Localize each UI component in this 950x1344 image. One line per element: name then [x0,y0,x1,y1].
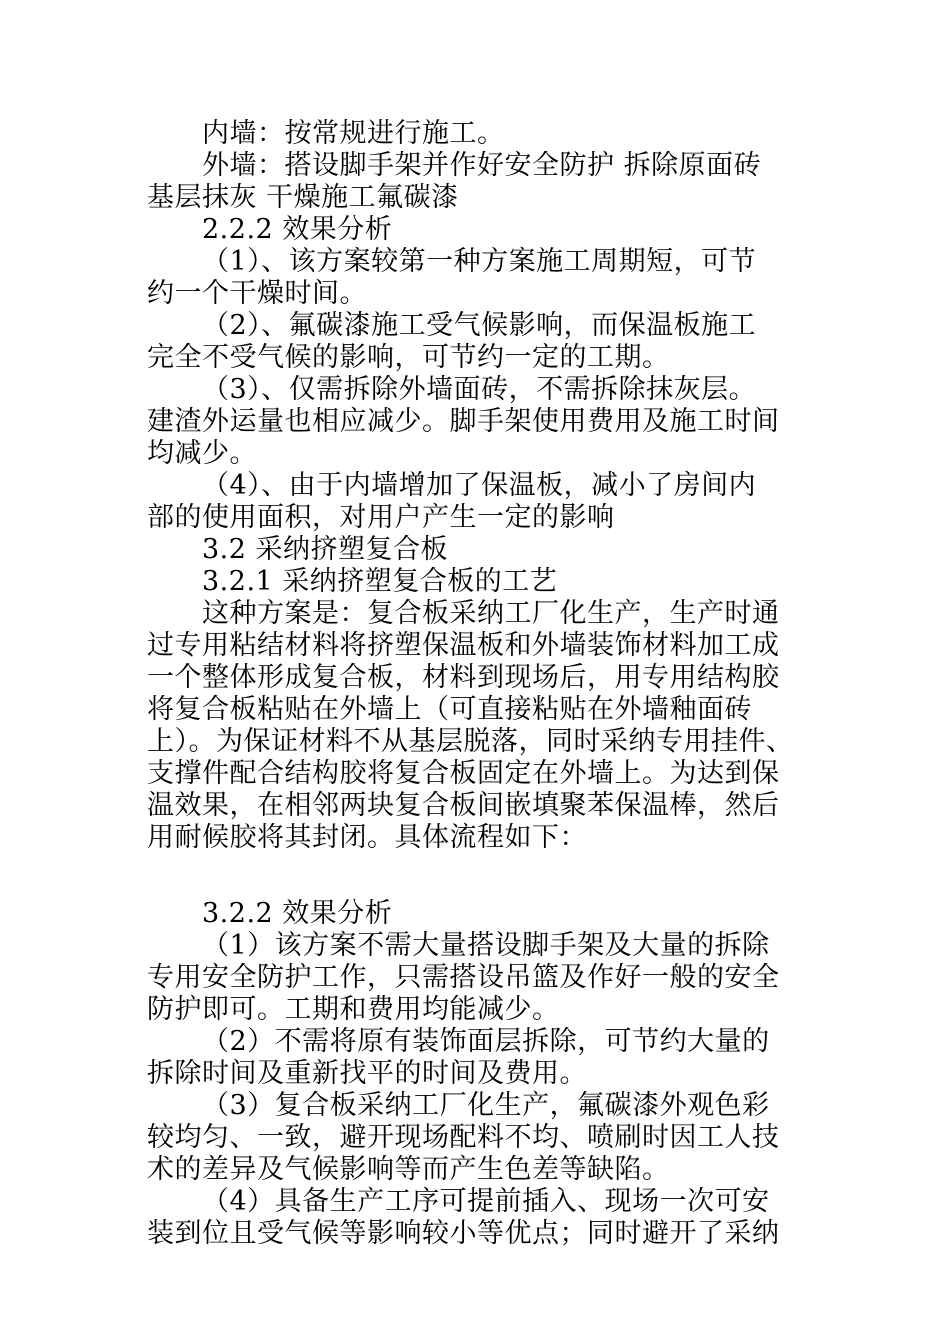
section-heading: 3.2.1 采纳挤塑复合板的工艺 [202,566,558,597]
paragraph-line: （4）具备生产工序可提前插入、现场一次可安 [202,1186,770,1217]
paragraph-line: 较均匀、一致，避开现场配料不均、喷刷时因工人技 [147,1122,780,1153]
paragraph-line: （2）、氟碳漆施工受气候影响，而保温板施工 [202,310,757,341]
paragraph-line: 温效果，在相邻两块复合板间嵌填聚苯保温棒，然后 [147,790,780,821]
paragraph-line: 支撑件配合结构胶将复合板固定在外墙上。为达到保 [147,758,780,789]
paragraph-line: 一个整体形成复合板，材料到现场后，用专用结构胶 [147,662,780,693]
paragraph-line: （3）复合板采纳工厂化生产，氟碳漆外观色彩 [202,1090,770,1121]
paragraph-line: 这种方案是：复合板采纳工厂化生产，生产时通 [202,598,780,629]
paragraph-line: （1）、该方案较第一种方案施工周期短，可节 [202,246,757,277]
paragraph-line: （1）该方案不需大量搭设脚手架及大量的拆除 [202,930,770,961]
section-heading: 3.2.2 效果分析 [202,898,393,929]
paragraph-line: 用耐候胶将其封闭。具体流程如下： [147,822,587,853]
paragraph-line: （3）、仅需拆除外墙面砖，不需拆除抹灰层。 [202,374,757,405]
paragraph-line: 拆除时间及重新找平的时间及费用。 [147,1058,587,1089]
paragraph-line: 均减少。 [147,438,257,469]
paragraph-line: 专用安全防护工作，只需搭设吊篮及作好一般的安全 [147,962,780,993]
section-1 [147,118,807,854]
paragraph-line: （2）不需将原有装饰面层拆除，可节约大量的 [202,1026,770,1057]
paragraph-line: 建渣外运量也相应减少。脚手架使用费用及施工时间 [147,406,780,437]
paragraph-line: 术的差异及气候影响等而产生色差等缺陷。 [147,1154,670,1185]
paragraph-line: 内墙：按常规进行施工。 [202,118,505,149]
paragraph-line: 基层抹灰 干燥施工氟碳漆 [147,182,459,213]
paragraph-line: 部的使用面积，对用户产生一定的影响 [147,502,615,533]
paragraph-line: 将复合板粘贴在外墙上（可直接粘贴在外墙釉面砖 [147,694,752,725]
paragraph-line: 约一个干燥时间。 [147,278,367,309]
paragraph-line: 过专用粘结材料将挤塑保温板和外墙装饰材料加工成 [147,630,780,661]
paragraph-line: 装到位且受气候等影响较小等优点；同时避开了采纳 [147,1218,780,1249]
paragraph-line: （4）、由于内墙增加了保温板，减小了房间内 [202,470,757,501]
paragraph-line: 外墙：搭设脚手架并作好安全防护 拆除原面砖 [202,150,762,181]
section-heading: 2.2.2 效果分析 [202,214,393,245]
section-heading: 3.2 采纳挤塑复合板 [202,534,449,565]
paragraph-line: 完全不受气候的影响，可节约一定的工期。 [147,342,670,373]
paragraph-line: 上）。为保证材料不从基层脱落，同时采纳专用挂件、 [147,726,794,757]
paragraph-line: 防护即可。工期和费用均能减少。 [147,994,560,1025]
section-2 [147,898,807,1250]
